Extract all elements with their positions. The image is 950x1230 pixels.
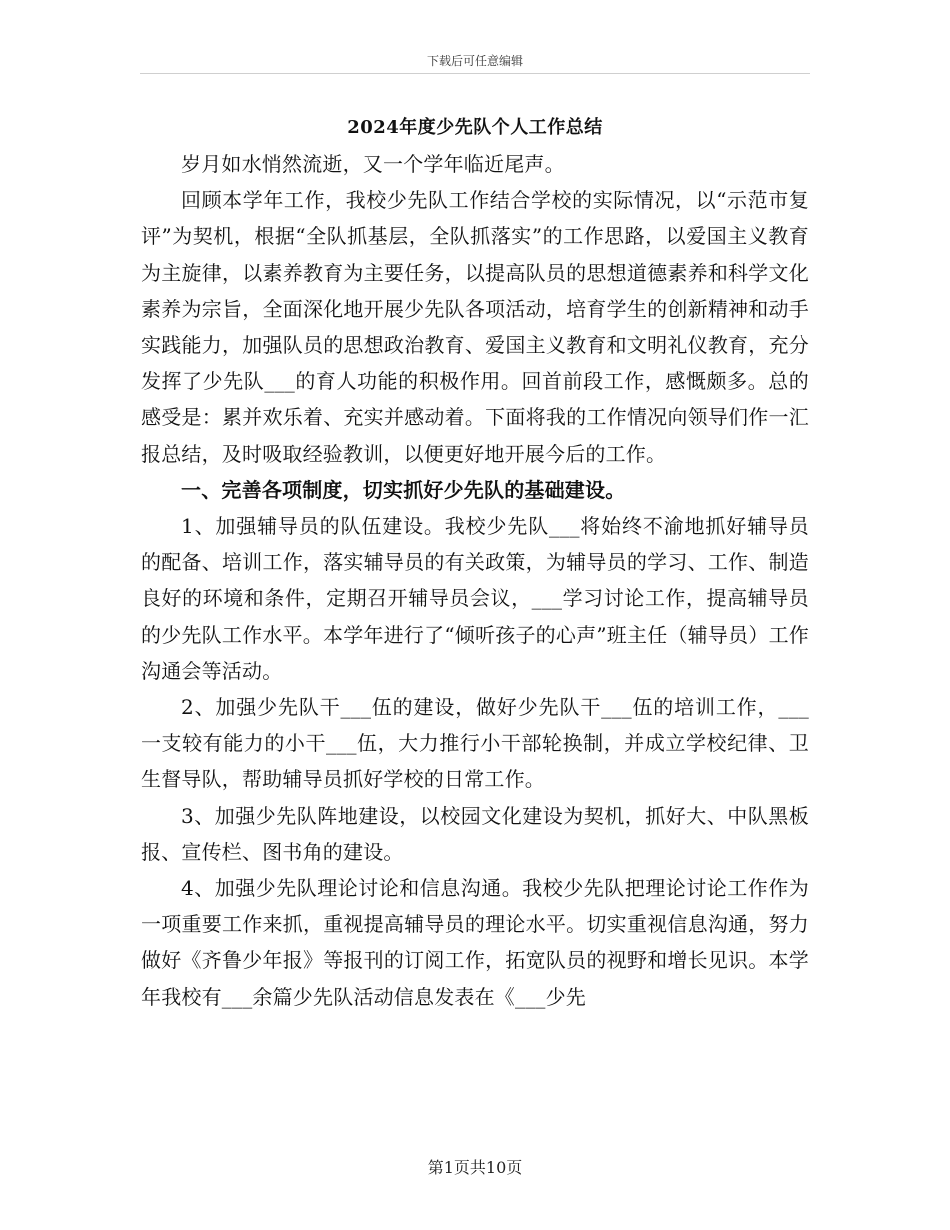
header-divider	[140, 73, 810, 74]
document-body	[141, 110, 809, 1015]
document-title: 2024年度少先队个人工作总结	[347, 117, 603, 138]
section-paragraph-2: 2、加强少先队干___伍的建设，做好少先队干___伍的培训工作，___一支较有能力的小干___伍，大力推行小干部轮换制，并成立学校纪律、卫生督导队，帮助辅导员抓好学校的日常工作。	[141, 695, 809, 792]
section-paragraph-4: 4、加强少先队理论讨论和信息沟通。我校少先队把理论讨论工作作为一项重要工作来抓，重视提高辅导员的理论水平。切实重视信息沟通，努力做好《齐鲁少年报》等报刊的订阅工作，拓宽队员的视野和增长见识。本学年我校有___余篇少先队活动信息发表在《___少先	[141, 876, 809, 1009]
section-heading-1: 一、完善各项制度，切实抓好少先队的基础建设。	[181, 477, 626, 502]
section-paragraph-1: 1、加强辅导员的队伍建设。我校少先队___将始终不渝地抓好辅导员的配备、培训工作，落实辅导员的有关政策，为辅导员的学习、工作、制造良好的环境和条件，定期召开辅导员会议，___学习讨论工作，提高辅导员的少先队工作水平。本学年进行了“倾听孩子的心声”班主任（辅导员）工作沟通会等活动。	[141, 514, 809, 683]
page-header: 下载后可任意编辑	[426, 54, 523, 68]
intro-paragraph-2: 回顾本学年工作，我校少先队工作结合学校的实际情况，以“示范市复评”为契机，根据“全队抓基层，全队抓落实”的工作思路，以爱国主义教育为主旋律，以素养教育为主要任务，以提高队员的思想道德素养和科学文化素养为宗旨，全面深化地开展少先队各项活动，培育学生的创新精神和动手实践能力，加强队员的思想政治教育、爱国主义教育和文明礼仪教育，充分发挥了少先队___的育人功能的积极作用。回首前段工作，感慨颇多。总的感受是：累并欢乐着、充实并感动着。下面将我的工作情况向领导们作一汇报总结，及时吸取经验教训，以便更好地开展今后的工作。	[141, 188, 809, 466]
section-paragraph-3: 3、加强少先队阵地建设，以校园文化建设为契机，抓好大、中队黑板报、宣传栏、图书角的建设。	[141, 803, 809, 864]
intro-paragraph-1: 岁月如水悄然流逝，又一个学年临近尾声。	[181, 152, 565, 176]
page-number-footer: 第1页共10页	[427, 1158, 523, 1177]
